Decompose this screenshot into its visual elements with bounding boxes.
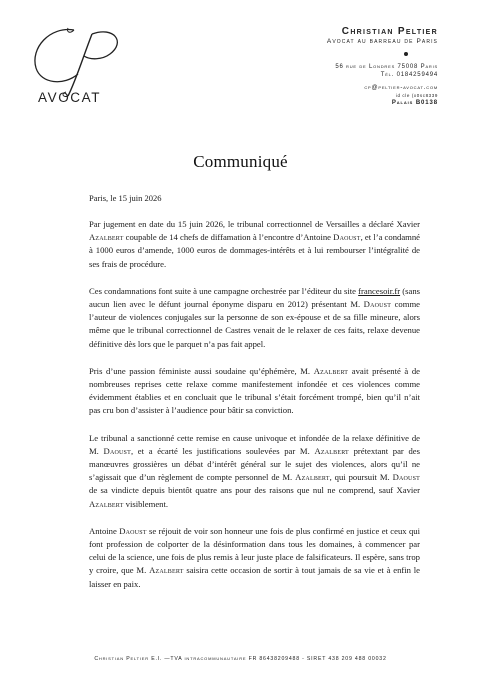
cp-monogram-icon	[22, 20, 142, 100]
document-body	[89, 218, 420, 605]
paragraph-3: Pris d’une passion féministe aussi soudaine qu’éphémère, M. Azalbert avait présenté à de nombreuses reprises cette relaxe comme manifestement infondée et ces violences comme évidemment établies et en concluait que le tribunal s’était forcément trompé, bien qu’il n’ait pas cru bon d’assister à l’audience pour bâtir sa conviction.	[89, 365, 420, 416]
document-title: Communiqué	[193, 152, 288, 171]
lawyer-name: Christian Peltier	[341, 26, 438, 37]
id-line: id cle (x0sc8339	[395, 92, 438, 98]
bullet-divider	[404, 52, 408, 56]
site-link[interactable]: francesoir.fr	[358, 285, 401, 296]
palais-number: Palais B0138	[391, 99, 438, 106]
logo-word: AVOCAT	[38, 90, 102, 105]
document-date: Paris, le 15 juin 2026	[89, 193, 162, 203]
address: 56 rue de Londres 75008 Paris	[335, 64, 438, 70]
email-link[interactable]: cp@peltier-avocat.com	[364, 85, 438, 92]
paragraph-5: Antoine Daoust se réjouit de voir son honneur une fois de plus confirmé en justice et ceux qui font profession de colporter de la désinformation dans tous les domaines, à commencer par celui de la science, une fois de plus remis à leur juste place de falsificateurs. Il espère, sans trop y croire, que M. Azalbert saisira cette occasion de sortir à tout jamais de sa vie et à enfin le laisser en paix.	[89, 525, 421, 589]
footer: Christian Peltier E.I. —TVA intracommunautaire FR 86438209488 - SIRET 438 209 488 00032	[94, 656, 387, 662]
phone: Tél. 0184259494	[380, 72, 438, 79]
paragraph-2: Ces condamnations font suite à une campagne orchestrée par l’éditeur du site francesoir.fr (sans aucun lien avec le défunt journal éponyme disparu en 2012) présentant M. Daoust comme l’auteur de violences conjugales sur la personne de son ex-épouse et de sa fille mineure, alors même que le tribunal correctionnel de Castres venait de le relaxer de ces faits, relaxe devenue définitive dès lors que le parquet n’a pas fait appel.	[89, 285, 420, 349]
paragraph-4: Le tribunal a sanctionné cette remise en cause univoque et infondée de la relaxe définitive de M. Daoust, et a écarté les justifications soulevées par M. Azalbert prétextant par des manœuvres grossières un débat d’intérêt général sur le sujet des violences, alors qu’il ne s’agissait que d’un règlement de compte personnel de M. Azalbert, qui poursuit M. Daoust de sa vindicte depuis bientôt quatre ans pour des raisons que nul ne comprend, sauf Xavier Azalbert visiblement.	[89, 432, 420, 509]
letterhead	[327, 26, 438, 107]
paragraph-1: Par jugement en date du 15 juin 2026, le tribunal correctionnel de Versailles a déclaré Xavier Azalbert coupable de 14 chefs de diffamation à l’encontre d’Antoine Daoust, et l’a condamné à 1000 euros d’amende, 1000 euros de dommages-intérêts et à lui rembourser l’intégralité de ses frais de procédure.	[89, 219, 420, 269]
lawyer-title: Avocat au barreau de Paris	[326, 38, 438, 45]
